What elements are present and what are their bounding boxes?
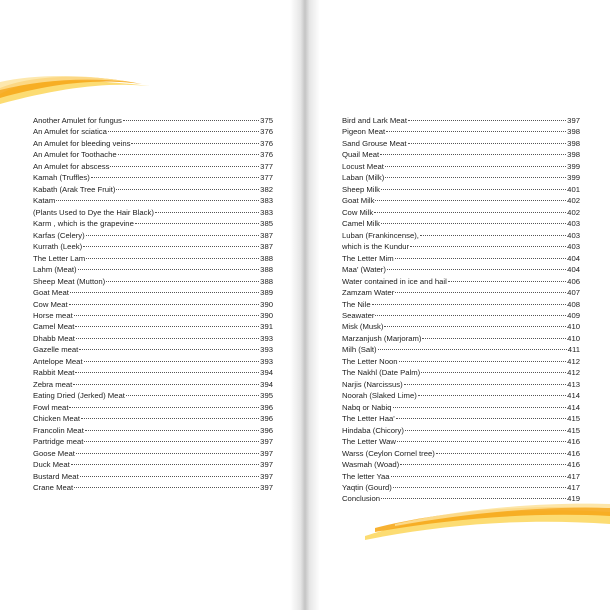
toc-entry [33, 241, 273, 252]
dot-leader [372, 304, 567, 305]
toc-entry [342, 264, 580, 275]
toc-entry-title: Camel Meat [33, 322, 75, 332]
dot-leader [85, 430, 259, 431]
toc-entry-title: Locust Meat [342, 161, 384, 171]
toc-entry [33, 207, 273, 218]
dot-leader [135, 223, 259, 224]
toc-entry-title: Fowl meat [33, 402, 69, 412]
toc-entry-title: Crane Meat [33, 483, 74, 492]
toc-entry [342, 253, 580, 264]
toc-entry [33, 356, 273, 367]
dot-leader [381, 223, 566, 224]
dot-leader [400, 464, 566, 465]
dot-leader [80, 476, 259, 477]
toc-entry-page-number: 410 [567, 333, 580, 343]
toc-entry-title: Rabbit Meat [33, 368, 75, 378]
toc-entry-title: Antelope Meat [33, 356, 83, 366]
toc-entry [342, 310, 580, 321]
toc-entry-title: An Amulet for Toothache [33, 150, 117, 160]
toc-entry-page-number: 403 [567, 242, 580, 252]
toc-entry-page-number: 415 [567, 414, 580, 424]
toc-entry-page-number: 377 [260, 161, 273, 171]
toc-entry [33, 379, 273, 390]
dot-leader [118, 154, 260, 155]
toc-entry [342, 493, 580, 504]
toc-entry-page-number: 399 [567, 173, 580, 183]
toc-entry [33, 448, 273, 459]
toc-entry-page-number: 396 [260, 402, 273, 412]
toc-entry [342, 390, 580, 401]
dot-leader [381, 189, 566, 190]
dot-leader [83, 246, 259, 247]
toc-entry [33, 344, 273, 355]
dot-leader [399, 361, 567, 362]
toc-entry-page-number: 390 [260, 310, 273, 320]
toc-entry-page-number: 403 [567, 219, 580, 229]
toc-entry-page-number: 389 [260, 288, 273, 298]
toc-entry-page-number: 416 [567, 460, 580, 470]
toc-entry-page-number: 388 [260, 276, 273, 286]
dot-leader [408, 120, 566, 121]
toc-entry [33, 195, 273, 206]
toc-entry-title: Narjis (Narcissus) [342, 379, 403, 389]
toc-entry-page-number: 397 [567, 116, 580, 125]
toc-entry-page-number: 397 [260, 471, 273, 481]
toc-entry-title: An Amulet for sciatica [33, 127, 107, 137]
toc-entry [33, 482, 273, 493]
toc-entry-page-number: 401 [567, 184, 580, 194]
toc-entry [33, 287, 273, 298]
toc-entry [342, 195, 580, 206]
toc-entry [33, 115, 273, 126]
toc-entry-page-number: 399 [567, 161, 580, 171]
toc-entry-title: Another Amulet for fungus [33, 116, 122, 125]
toc-entry-page-number: 397 [260, 483, 273, 492]
dot-leader [374, 212, 566, 213]
toc-entry [33, 161, 273, 172]
toc-entry-title: Bustard Meat [33, 471, 79, 481]
dot-leader [84, 441, 259, 442]
toc-entry-page-number: 377 [260, 173, 273, 183]
dot-leader [81, 418, 259, 419]
toc-entry [342, 344, 580, 355]
toc-entry-title: (Plants Used to Dye the Hair Black) [33, 207, 154, 217]
toc-entry [342, 126, 580, 137]
toc-entry-page-number: 383 [260, 196, 273, 206]
toc-entry-page-number: 376 [260, 127, 273, 137]
toc-entry-title: The Letter Lam [33, 253, 86, 263]
toc-entry-title: Sand Grouse Meat [342, 138, 407, 148]
dot-leader [108, 131, 259, 132]
toc-entry [342, 333, 580, 344]
toc-entry-title: Pigeon Meat [342, 127, 386, 137]
toc-entry [342, 276, 580, 287]
toc-entry-title: Cow Milk [342, 207, 374, 217]
toc-entry-title: Nabq or Nabiq [342, 402, 392, 412]
toc-entry [33, 264, 273, 275]
toc-entry-title: Hindaba (Chicory) [342, 425, 404, 435]
toc-entry-page-number: 413 [567, 379, 580, 389]
toc-entry-page-number: 402 [567, 207, 580, 217]
toc-entry-page-number: 417 [567, 483, 580, 492]
dot-leader [106, 281, 259, 282]
toc-entry-title: Zamzam Water [342, 288, 395, 298]
toc-entry-title: Chicken Meat [33, 414, 80, 424]
toc-entry [342, 149, 580, 160]
toc-entry [342, 356, 580, 367]
toc-entry-title: which is the Kundur [342, 242, 410, 252]
book-gutter [290, 0, 320, 610]
toc-entry [342, 218, 580, 229]
toc-entry-page-number: 414 [567, 391, 580, 401]
dot-leader [86, 235, 259, 236]
toc-entry [33, 367, 273, 378]
toc-entry [33, 126, 273, 137]
toc-entry [33, 149, 273, 160]
toc-entry-title: Kabath (Arak Tree Fruit) [33, 184, 116, 194]
toc-entry [342, 448, 580, 459]
toc-entry-page-number: 403 [567, 230, 580, 240]
toc-entry-title: Horse meat [33, 310, 73, 320]
dot-leader [75, 326, 259, 327]
toc-entry [33, 425, 273, 436]
dot-leader [381, 498, 566, 499]
toc-right-list [342, 115, 580, 505]
dot-leader [421, 372, 566, 373]
toc-entry [33, 459, 273, 470]
dot-leader [79, 349, 259, 350]
dot-leader [69, 407, 259, 408]
toc-entry [342, 402, 580, 413]
toc-entry-title: Warss (Ceylon Cornel tree) [342, 448, 435, 458]
toc-entry-title: Conclusion [342, 494, 381, 504]
dot-leader [116, 189, 259, 190]
toc-entry-page-number: 416 [567, 448, 580, 458]
dot-leader [110, 166, 259, 167]
toc-entry [33, 230, 273, 241]
toc-entry [342, 482, 580, 493]
toc-entry [33, 402, 273, 413]
toc-entry-page-number: 376 [260, 150, 273, 160]
toc-entry [33, 276, 273, 287]
toc-entry [342, 471, 580, 482]
toc-entry [342, 241, 580, 252]
dot-leader [76, 338, 259, 339]
toc-entry-title: An Amulet for bleeding veins [33, 138, 131, 148]
toc-entry-title: The Nile [342, 299, 371, 309]
toc-entry [342, 138, 580, 149]
toc-entry-page-number: 393 [260, 345, 273, 355]
dot-leader [391, 476, 567, 477]
toc-entry-title: Yaqtin (Gourd) [342, 483, 392, 492]
dot-leader [418, 395, 566, 396]
toc-entry [33, 471, 273, 482]
dot-leader [385, 177, 566, 178]
toc-entry [33, 218, 273, 229]
toc-entry-page-number: 388 [260, 265, 273, 275]
toc-entry-page-number: 387 [260, 230, 273, 240]
toc-entry-page-number: 383 [260, 207, 273, 217]
toc-entry-page-number: 397 [260, 460, 273, 470]
toc-entry-title: Partridge meat [33, 437, 84, 447]
toc-entry-page-number: 393 [260, 356, 273, 366]
toc-entry-title: Water contained in ice and hail [342, 276, 447, 286]
dot-leader [75, 372, 259, 373]
toc-entry-page-number: 390 [260, 299, 273, 309]
toc-entry [33, 333, 273, 344]
toc-entry [33, 321, 273, 332]
toc-entry-page-number: 410 [567, 322, 580, 332]
toc-entry-title: The Letter Haa' [342, 414, 395, 424]
toc-entry [33, 299, 273, 310]
toc-entry [342, 436, 580, 447]
toc-entry-title: Katam [33, 196, 56, 206]
dot-leader [86, 258, 259, 259]
toc-entry-page-number: 412 [567, 368, 580, 378]
toc-entry-page-number: 398 [567, 150, 580, 160]
toc-entry-title: Kamah (Truffles) [33, 173, 90, 183]
toc-entry [342, 379, 580, 390]
toc-entry-title: Noorah (Slaked Lime) [342, 391, 417, 401]
dot-leader [123, 120, 259, 121]
dot-leader [76, 453, 259, 454]
toc-entry [342, 161, 580, 172]
toc-entry-title: The Letter Waw [342, 437, 396, 447]
toc-entry [33, 390, 273, 401]
dot-leader [375, 315, 566, 316]
dot-leader [155, 212, 259, 213]
toc-entry [342, 367, 580, 378]
toc-entry-title: The letter Yaa [342, 471, 390, 481]
toc-entry-title: Karm , which is the grapevine [33, 219, 134, 229]
toc-entry-title: Zebra meat [33, 379, 73, 389]
toc-entry-title: Lahm (Meat) [33, 265, 77, 275]
decorative-wave-bottom-right [365, 502, 610, 542]
dot-leader [395, 258, 566, 259]
dot-leader [436, 453, 566, 454]
dot-leader [375, 200, 566, 201]
toc-entry-title: Goat Milk [342, 196, 375, 206]
dot-leader [126, 395, 259, 396]
toc-entry-title: Karfas (Celery) [33, 230, 85, 240]
toc-entry-title: Laban (Milk) [342, 173, 385, 183]
dot-leader [91, 177, 259, 178]
toc-entry-page-number: 396 [260, 425, 273, 435]
toc-entry-title: Milh (Salt) [342, 345, 377, 355]
dot-leader [396, 418, 566, 419]
toc-entry-title: Wasmah (Woad) [342, 460, 400, 470]
toc-entry [33, 253, 273, 264]
dot-leader [71, 464, 259, 465]
toc-entry-page-number: 398 [567, 127, 580, 137]
dot-leader [397, 441, 566, 442]
dot-leader [131, 143, 259, 144]
toc-entry-page-number: 397 [260, 448, 273, 458]
dot-leader [408, 143, 567, 144]
toc-entry [33, 184, 273, 195]
toc-entry [342, 459, 580, 470]
dot-leader [420, 235, 566, 236]
dot-leader [84, 361, 260, 362]
toc-entry-title: Maa' (Water) [342, 265, 386, 275]
dot-leader [404, 384, 567, 385]
dot-leader [405, 430, 566, 431]
toc-entry-page-number: 416 [567, 437, 580, 447]
toc-entry-page-number: 393 [260, 333, 273, 343]
toc-entry-page-number: 398 [567, 138, 580, 148]
dot-leader [69, 304, 260, 305]
toc-entry-page-number: 396 [260, 414, 273, 424]
toc-entry-page-number: 411 [567, 345, 580, 355]
toc-entry [342, 425, 580, 436]
toc-entry [342, 184, 580, 195]
dot-leader [410, 246, 566, 247]
toc-entry-page-number: 406 [567, 276, 580, 286]
dot-leader [78, 269, 260, 270]
toc-entry-title: Camel Milk [342, 219, 381, 229]
toc-entry-title: Goose Meat [33, 448, 75, 458]
toc-left-list [33, 115, 273, 493]
toc-entry-page-number: 395 [260, 391, 273, 401]
toc-entry-page-number: 388 [260, 253, 273, 263]
toc-entry [342, 413, 580, 424]
toc-entry-title: Dhabb Meat [33, 333, 75, 343]
toc-entry [342, 299, 580, 310]
toc-entry-title: Bird and Lark Meat [342, 116, 407, 125]
decorative-wave-top-left [0, 72, 150, 106]
toc-entry-page-number: 419 [567, 494, 580, 504]
dot-leader [422, 338, 566, 339]
toc-entry [33, 310, 273, 321]
toc-entry-title: Cow Meat [33, 299, 68, 309]
toc-entry [342, 115, 580, 126]
toc-entry-page-number: 404 [567, 253, 580, 263]
toc-entry-title: An Amulet for abscess [33, 161, 110, 171]
toc-entry-page-number: 402 [567, 196, 580, 206]
toc-entry-title: Luban (Frankincense), [342, 230, 419, 240]
toc-entry-page-number: 382 [260, 184, 273, 194]
toc-entry-page-number: 412 [567, 356, 580, 366]
dot-leader [395, 292, 566, 293]
dot-leader [74, 487, 259, 488]
toc-entry-page-number: 414 [567, 402, 580, 412]
toc-entry-title: Quail Meat [342, 150, 380, 160]
dot-leader [56, 200, 259, 201]
dot-leader [73, 384, 259, 385]
toc-entry-page-number: 376 [260, 138, 273, 148]
toc-entry-title: Seawater [342, 310, 375, 320]
toc-entry-page-number: 394 [260, 368, 273, 378]
toc-entry [342, 230, 580, 241]
toc-entry-title: Duck Meat [33, 460, 70, 470]
toc-entry [342, 321, 580, 332]
toc-entry-page-number: 391 [260, 322, 273, 332]
toc-entry-title: Kurrath (Leek) [33, 242, 83, 252]
toc-entry-title: Eating Dried (Jerked) Meat [33, 391, 125, 401]
toc-entry-title: Goat Meat [33, 288, 69, 298]
dot-leader [385, 166, 566, 167]
toc-entry-page-number: 394 [260, 379, 273, 389]
toc-entry [33, 413, 273, 424]
toc-entry-page-number: 407 [567, 288, 580, 298]
toc-entry-page-number: 415 [567, 425, 580, 435]
toc-entry [342, 287, 580, 298]
dot-leader [74, 315, 259, 316]
dot-leader [70, 292, 259, 293]
toc-entry-page-number: 404 [567, 265, 580, 275]
toc-entry-title: Marzanjush (Marjoram) [342, 333, 422, 343]
toc-entry-title: Gazelle meat [33, 345, 79, 355]
toc-entry-title: Misk (Musk) [342, 322, 384, 332]
toc-entry [33, 436, 273, 447]
dot-leader [378, 349, 567, 350]
dot-leader [384, 326, 566, 327]
toc-entry-title: The Letter Noon [342, 356, 398, 366]
dot-leader [386, 131, 566, 132]
toc-entry [342, 172, 580, 183]
toc-entry-title: The Letter Mim [342, 253, 394, 263]
toc-entry-title: Francolin Meat [33, 425, 84, 435]
dot-leader [380, 154, 566, 155]
dot-leader [393, 407, 567, 408]
dot-leader [393, 487, 566, 488]
toc-entry [342, 207, 580, 218]
toc-entry-page-number: 409 [567, 310, 580, 320]
toc-entry-page-number: 375 [260, 116, 273, 125]
toc-entry-page-number: 385 [260, 219, 273, 229]
toc-entry-title: Sheep Milk [342, 184, 381, 194]
toc-entry-title: The Nakhl (Date Palm) [342, 368, 421, 378]
toc-entry-page-number: 387 [260, 242, 273, 252]
toc-entry-title: Sheep Meat (Mutton) [33, 276, 106, 286]
toc-entry-page-number: 408 [567, 299, 580, 309]
toc-entry [33, 138, 273, 149]
dot-leader [448, 281, 566, 282]
dot-leader [387, 269, 566, 270]
toc-entry-page-number: 397 [260, 437, 273, 447]
toc-entry-page-number: 417 [567, 471, 580, 481]
toc-entry [33, 172, 273, 183]
